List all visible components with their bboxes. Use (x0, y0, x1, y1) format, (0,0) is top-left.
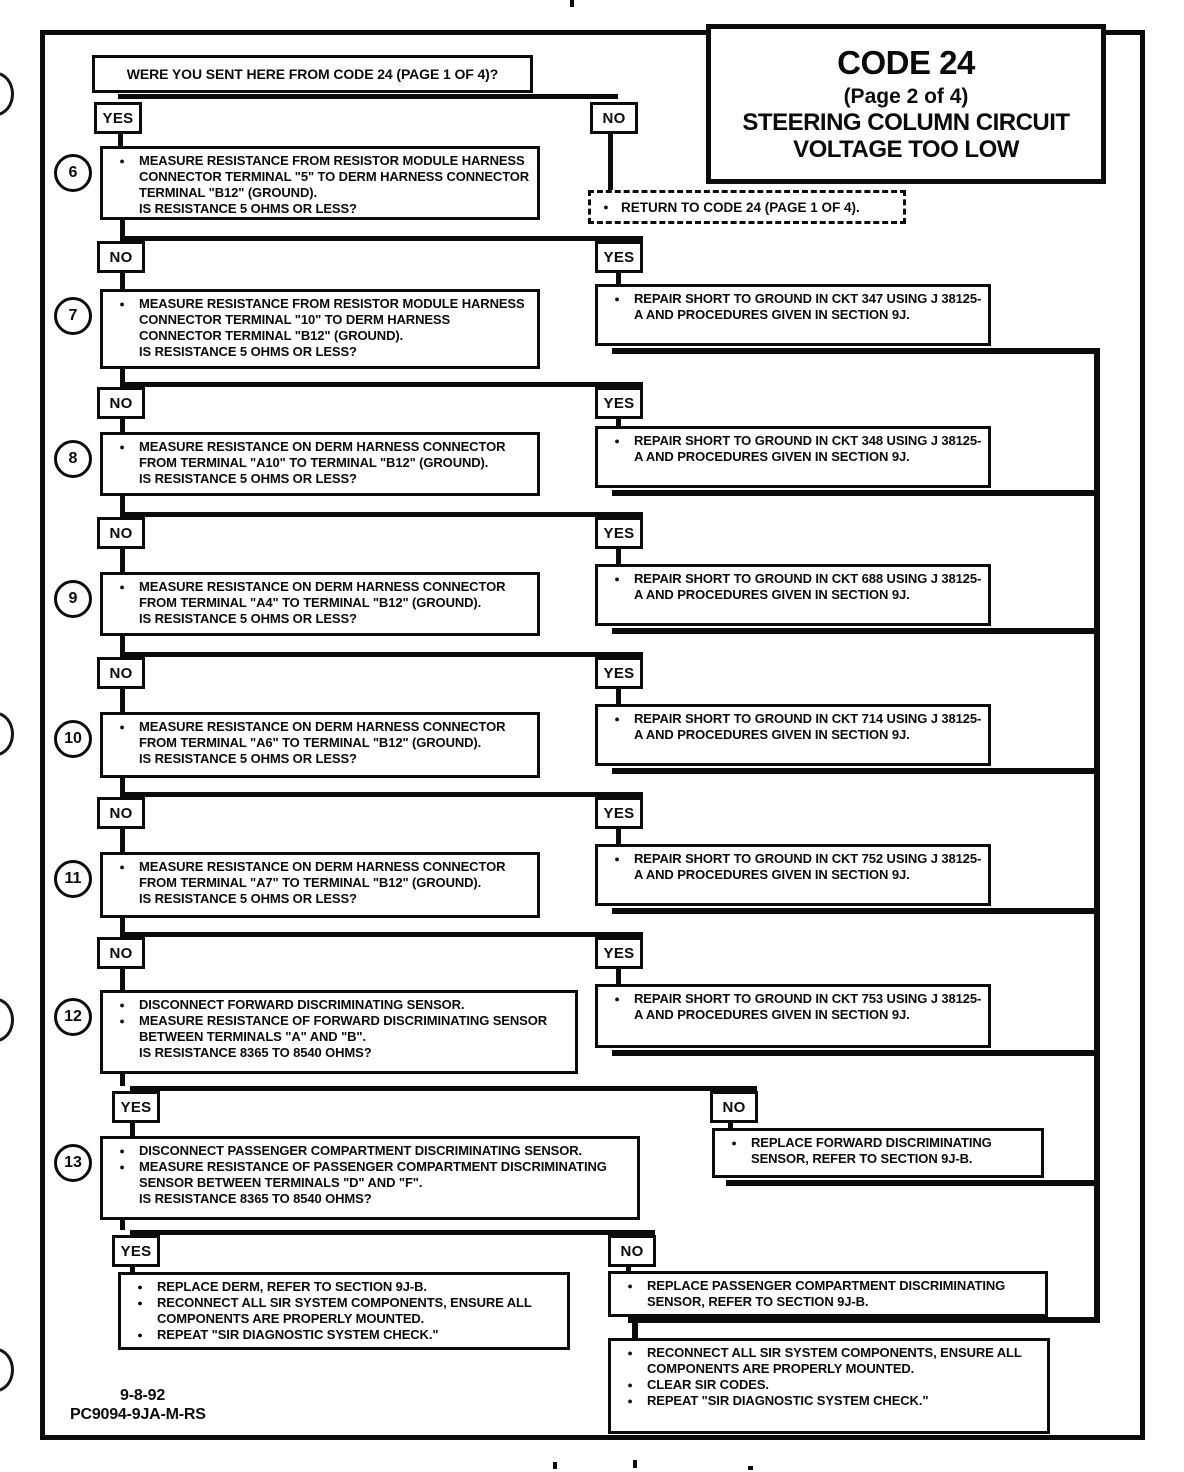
bullet-dot: ● (119, 1000, 125, 1010)
registration-tick (633, 1460, 637, 1468)
registration-tick (748, 1466, 753, 1470)
decision-tag-yes: YES (595, 387, 643, 419)
final-action-box (608, 1338, 1050, 1434)
flow-connector-line (120, 636, 125, 652)
step-question-box-text: MEASURE RESISTANCE ON DERM HARNESS CONNECTOR FROM TERMINAL "A10" TO TERMINAL "B12" (GROUND). (139, 439, 506, 470)
step-question-box-text: MEASURE RESISTANCE OF FORWARD DISCRIMINATING SENSOR BETWEEN TERMINALS "A" AND "B". (139, 1013, 548, 1044)
step-question-box-text: DISCONNECT PASSENGER COMPARTMENT DISCRIMINATING SENSOR. (139, 1143, 583, 1158)
bullet-dot: ● (119, 1146, 125, 1156)
flow-connector-line (130, 1123, 135, 1136)
decision-tag-no: NO (97, 797, 145, 829)
bullet-dot: ● (603, 202, 609, 212)
punch-hole (0, 998, 14, 1042)
decision-tag-yes: YES (595, 937, 643, 969)
return-action-text: RETURN TO CODE 24 (PAGE 1 OF 4). (621, 199, 860, 215)
title-code: CODE 24 (837, 44, 975, 81)
replace-derm-box-items (121, 1275, 567, 1347)
decision-tag-no: NO (97, 387, 145, 419)
decision-tag-no: NO (97, 937, 145, 969)
repair-action-box (595, 704, 991, 766)
repair-action-box (595, 284, 991, 346)
flow-connector-line (616, 829, 621, 844)
step-question-box-text: IS RESISTANCE 5 OHMS OR LESS? (139, 344, 357, 359)
list-item (105, 344, 531, 360)
flow-connector-line (616, 419, 621, 426)
bullet-dot: ● (119, 156, 125, 166)
list-item (717, 1135, 1035, 1167)
decision-tag-yes: YES (112, 1091, 160, 1123)
flow-connector-line (120, 918, 125, 932)
flow-connector-line (120, 792, 643, 797)
step-question-box-text: IS RESISTANCE 8365 TO 8540 OHMS? (139, 1191, 372, 1206)
flow-connector-line (120, 1074, 125, 1086)
step-question-box-items (103, 149, 537, 221)
list-item (105, 1013, 569, 1045)
list-item (600, 291, 982, 323)
replace-derm-box (118, 1272, 570, 1350)
footer-date: 9-8-92 (120, 1387, 166, 1404)
bullet-dot: ● (731, 1138, 737, 1148)
list-item (600, 991, 982, 1023)
step-number-circle: 6 (54, 154, 92, 192)
list-item (600, 571, 982, 603)
flow-connector-line (120, 273, 125, 289)
decision-tag-yes: YES (595, 797, 643, 829)
repair-action-box (595, 564, 991, 626)
footer-doc-id: PC9094-9JA-M-RS (70, 1406, 206, 1423)
step-number-circle: 7 (54, 297, 92, 335)
repair-action-box-text: REPAIR SHORT TO GROUND IN CKT 347 USING J 38125-A AND PROCEDURES GIVEN IN SECTION 9J. (634, 291, 982, 322)
registration-tick (570, 0, 574, 7)
decision-tag-yes: YES (112, 1235, 160, 1267)
flow-connector-line (120, 512, 643, 517)
flow-connector-line (118, 94, 618, 99)
bullet-dot (105, 891, 139, 907)
list-item (105, 1191, 631, 1207)
step-question-box-text: MEASURE RESISTANCE ON DERM HARNESS CONNECTOR FROM TERMINAL "A4" TO TERMINAL "B12" (GROUND). (139, 579, 506, 610)
bullet-dot (105, 1045, 139, 1061)
step-question-box (100, 1136, 640, 1220)
step-question-box (100, 289, 540, 369)
bullet-dot: ● (137, 1330, 143, 1340)
registration-tick (553, 1462, 557, 1469)
start-question-text: WERE YOU SENT HERE FROM CODE 24 (PAGE 1 OF 4)? (126, 66, 499, 82)
decision-tag-no: NO (97, 657, 145, 689)
list-item (613, 1393, 1041, 1409)
list-item (105, 296, 531, 344)
title-subtitle-line2: VOLTAGE TOO LOW (793, 136, 1019, 163)
repair-action-box-items (598, 567, 988, 607)
list-item (123, 1295, 561, 1327)
step-question-box-items (103, 855, 537, 911)
return-action-box (588, 190, 906, 224)
list-item (105, 1159, 631, 1191)
replace-derm-box-text: REPEAT "SIR DIAGNOSTIC SYSTEM CHECK." (157, 1327, 439, 1342)
repair-action-box-items (598, 987, 988, 1027)
replace-passenger-sensor-box-items (611, 1274, 1045, 1314)
list-item (105, 997, 569, 1013)
flow-connector-line (628, 1317, 1100, 1323)
flow-connector-line (608, 134, 613, 190)
bullet-dot (105, 471, 139, 487)
bullet-dot: ● (137, 1298, 143, 1308)
list-item (105, 471, 531, 487)
list-item (105, 1143, 631, 1159)
start-question-box (92, 55, 533, 93)
repair-action-box-text: REPAIR SHORT TO GROUND IN CKT 688 USING J 38125-A AND PROCEDURES GIVEN IN SECTION 9J. (634, 571, 982, 602)
list-item (105, 1045, 569, 1061)
flow-connector-line (616, 969, 621, 984)
bullet-dot: ● (119, 1016, 125, 1026)
title-subtitle-line1: STEERING COLUMN CIRCUIT (742, 109, 1070, 136)
final-action-box-text: REPEAT "SIR DIAGNOSTIC SYSTEM CHECK." (647, 1393, 929, 1408)
step-question-box-items (103, 1139, 637, 1211)
flow-connector-line (120, 382, 643, 387)
decision-tag-no: NO (97, 517, 145, 549)
replace-passenger-sensor-box (608, 1271, 1048, 1317)
bullet-dot (105, 201, 139, 217)
flow-connector-line (120, 496, 125, 512)
repair-action-box-items (598, 287, 988, 327)
bullet-dot: ● (627, 1348, 633, 1358)
flow-connector-line (612, 490, 1100, 496)
flow-connector-line (632, 1323, 638, 1338)
bullet-dot: ● (627, 1380, 633, 1390)
page-footer (70, 1386, 270, 1424)
flow-connector-line (118, 134, 123, 146)
step-question-box-text: IS RESISTANCE 5 OHMS OR LESS? (139, 471, 357, 486)
list-item (105, 859, 531, 891)
step-question-box-items (103, 575, 537, 631)
flow-connector-line (616, 549, 621, 564)
decision-tag-yes: YES (595, 517, 643, 549)
step-question-box-text: MEASURE RESISTANCE FROM RESISTOR MODULE HARNESS CONNECTOR TERMINAL "5" TO DERM HARNESS CONNECTOR TERMINAL "B12" (GROUND). (139, 153, 530, 200)
flow-connector-line (120, 369, 125, 382)
replace-forward-sensor-box-text: REPLACE FORWARD DISCRIMINATING SENSOR, REFER TO SECTION 9J-B. (751, 1135, 992, 1166)
step-question-box-text: DISCONNECT FORWARD DISCRIMINATING SENSOR. (139, 997, 465, 1012)
bullet-dot: ● (119, 442, 125, 452)
step-question-box-text: IS RESISTANCE 5 OHMS OR LESS? (139, 611, 357, 626)
flow-connector-line (120, 778, 125, 792)
decision-tag-no: NO (710, 1091, 758, 1123)
flow-trunk-line (1094, 348, 1100, 1323)
step-question-box (100, 146, 540, 220)
step-number-circle: 8 (54, 440, 92, 478)
step-number-circle: 10 (54, 720, 92, 758)
bullet-dot: ● (614, 994, 620, 1004)
bullet-dot (105, 611, 139, 627)
bullet-dot: ● (137, 1282, 143, 1292)
step-question-box-items (103, 715, 537, 771)
final-action-box-items (611, 1341, 1047, 1413)
flow-connector-line (120, 969, 125, 990)
step-question-box-items (103, 993, 575, 1065)
final-action-box-text: CLEAR SIR CODES. (647, 1377, 769, 1392)
repair-action-box-text: REPAIR SHORT TO GROUND IN CKT 753 USING J 38125-A AND PROCEDURES GIVEN IN SECTION 9J. (634, 991, 982, 1022)
bullet-dot: ● (119, 862, 125, 872)
flow-connector-line (120, 932, 643, 937)
decision-tag-no: NO (608, 1235, 656, 1267)
step-question-box (100, 712, 540, 778)
step-question-box (100, 432, 540, 496)
step-question-box-text: MEASURE RESISTANCE FROM RESISTOR MODULE HARNESS CONNECTOR TERMINAL "10" TO DERM HARNESS CONNECTOR TERMINAL "B12" (GROUND). (139, 296, 525, 343)
flow-connector-line (120, 652, 643, 657)
decision-tag-no: NO (590, 102, 638, 134)
repair-action-box-items (598, 707, 988, 747)
step-number-circle: 9 (54, 580, 92, 618)
list-item (123, 1279, 561, 1295)
decision-tag-no: NO (97, 241, 145, 273)
step-question-box-items (103, 292, 537, 364)
repair-action-box (595, 984, 991, 1048)
title-box (706, 24, 1106, 184)
bullet-dot (105, 1191, 139, 1207)
flow-connector-line (130, 1086, 757, 1091)
flow-connector-line (130, 1230, 655, 1235)
final-action-box-text: RECONNECT ALL SIR SYSTEM COMPONENTS, ENSURE ALL COMPONENTS ARE PROPERLY MOUNTED. (647, 1345, 1022, 1376)
replace-derm-box-text: RECONNECT ALL SIR SYSTEM COMPONENTS, ENSURE ALL COMPONENTS ARE PROPERLY MOUNTED. (157, 1295, 532, 1326)
flow-connector-line (120, 689, 125, 712)
repair-action-box (595, 426, 991, 488)
list-item (613, 1377, 1041, 1393)
step-question-box-text: MEASURE RESISTANCE ON DERM HARNESS CONNECTOR FROM TERMINAL "A6" TO TERMINAL "B12" (GROUND). (139, 719, 506, 750)
step-question-box-text: IS RESISTANCE 5 OHMS OR LESS? (139, 751, 357, 766)
repair-action-box-text: REPAIR SHORT TO GROUND IN CKT 348 USING J 38125-A AND PROCEDURES GIVEN IN SECTION 9J. (634, 433, 982, 464)
bullet-dot: ● (119, 1162, 125, 1172)
replace-derm-box-text: REPLACE DERM, REFER TO SECTION 9J-B. (157, 1279, 427, 1294)
flow-connector-line (612, 768, 1100, 774)
list-item (613, 1278, 1039, 1310)
repair-action-box-text: REPAIR SHORT TO GROUND IN CKT 752 USING J 38125-A AND PROCEDURES GIVEN IN SECTION 9J. (634, 851, 982, 882)
flow-connector-line (120, 220, 125, 236)
repair-action-box-items (598, 429, 988, 469)
list-item (105, 891, 531, 907)
flow-connector-line (612, 908, 1100, 914)
flow-connector-line (612, 628, 1100, 634)
flow-connector-line (612, 348, 1100, 354)
punch-hole (0, 72, 14, 116)
step-question-box-text: MEASURE RESISTANCE OF PASSENGER COMPARTMENT DISCRIMINATING SENSOR BETWEEN TERMINALS "D" AND "F". (139, 1159, 607, 1190)
repair-action-box (595, 844, 991, 906)
list-item (105, 201, 531, 217)
step-question-box (100, 572, 540, 636)
decision-tag-yes: YES (595, 657, 643, 689)
bullet-dot: ● (614, 574, 620, 584)
list-item (105, 719, 531, 751)
list-item (600, 851, 982, 883)
step-question-box-text: MEASURE RESISTANCE ON DERM HARNESS CONNECTOR FROM TERMINAL "A7" TO TERMINAL "B12" (GROUND). (139, 859, 506, 890)
replace-forward-sensor-box (712, 1128, 1044, 1178)
bullet-dot: ● (627, 1281, 633, 1291)
repair-action-box-items (598, 847, 988, 887)
bullet-dot: ● (119, 582, 125, 592)
flow-connector-line (120, 236, 643, 241)
list-item (105, 611, 531, 627)
step-question-box-text: IS RESISTANCE 8365 TO 8540 OHMS? (139, 1045, 372, 1060)
bullet-dot: ● (614, 294, 620, 304)
bullet-dot: ● (119, 722, 125, 732)
step-question-box-text: IS RESISTANCE 5 OHMS OR LESS? (139, 201, 357, 216)
bullet-dot (105, 344, 139, 360)
list-item (105, 751, 531, 767)
flow-connector-line (612, 1050, 1100, 1056)
flow-connector-line (616, 689, 621, 704)
title-page-number: (Page 2 of 4) (843, 85, 969, 108)
step-number-circle: 13 (54, 1144, 92, 1182)
list-item (600, 433, 982, 465)
decision-tag-yes: YES (595, 241, 643, 273)
punch-hole (0, 712, 14, 756)
flow-connector-line (120, 829, 125, 852)
step-question-box (100, 852, 540, 918)
flow-connector-line (120, 549, 125, 572)
list-item (600, 711, 982, 743)
step-question-box-text: IS RESISTANCE 5 OHMS OR LESS? (139, 891, 357, 906)
bullet-dot: ● (614, 714, 620, 724)
step-number-circle: 12 (54, 998, 92, 1036)
bullet-dot: ● (614, 436, 620, 446)
replace-forward-sensor-box-items (715, 1131, 1041, 1171)
flow-connector-line (120, 419, 125, 432)
decision-tag-yes: YES (94, 102, 142, 134)
list-item (105, 153, 531, 201)
punch-hole (0, 1348, 14, 1392)
bullet-dot: ● (627, 1396, 633, 1406)
flow-connector-line (616, 273, 621, 284)
bullet-dot: ● (119, 299, 125, 309)
list-item (613, 1345, 1041, 1377)
bullet-dot (105, 751, 139, 767)
list-item (105, 579, 531, 611)
replace-passenger-sensor-box-text: REPLACE PASSENGER COMPARTMENT DISCRIMINATING SENSOR, REFER TO SECTION 9J-B. (647, 1278, 1006, 1309)
repair-action-box-text: REPAIR SHORT TO GROUND IN CKT 714 USING J 38125-A AND PROCEDURES GIVEN IN SECTION 9J. (634, 711, 982, 742)
list-item (123, 1327, 561, 1343)
flow-connector-line (726, 1180, 1100, 1186)
list-item (105, 439, 531, 471)
flow-connector-line (120, 1220, 125, 1230)
step-number-circle: 11 (54, 860, 92, 898)
bullet-dot: ● (614, 854, 620, 864)
step-question-box (100, 990, 578, 1074)
step-question-box-items (103, 435, 537, 491)
